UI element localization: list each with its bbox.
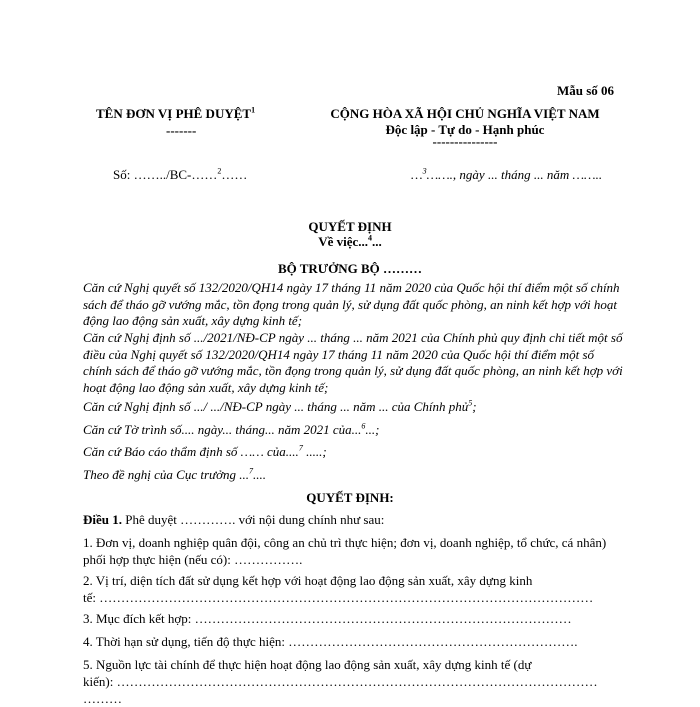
document-number-prefix: Số: ……../BC-……: [113, 167, 218, 182]
legal-basis-government-decree-text: Căn cứ Nghị định số .../ .../NĐ-CP ngày ... tháng ... năm ... của Chính phủ: [83, 399, 469, 414]
footnote-ref-5: 5: [468, 398, 473, 408]
legal-basis-decree: Căn cứ Nghị định số .../2021/NĐ-CP ngày ... tháng ... năm 2021 của Chính phủ quy định chi tiết một số điều của Nghị quyết số 132/2020/QH14 ngày 17 tháng 11 năm 2020 của Quốc hội thí điểm một số chính sách để tháo gỡ vướng mắc, tồn đọng trong quản lý, sử dụng đất quốc phòng, an ninh kết hợp với hoạt động lao động sản xuất, xây dựng kinh tế;: [83, 330, 623, 395]
legal-basis-government-decree-end: ;: [472, 399, 477, 414]
place-date-prefix: …: [411, 167, 423, 182]
document-subject-suffix: ...: [372, 234, 382, 249]
nation-title: CỘNG HÒA XÃ HỘI CHỦ NGHĨA VIỆT NAM: [330, 106, 600, 121]
place-date: [411, 167, 602, 183]
document-number-suffix: ……: [221, 167, 248, 182]
place-date-suffix: ……., ngày ... tháng ... năm ……..: [426, 167, 603, 182]
org-divider: -------: [166, 123, 197, 138]
legal-basis-resolution: Căn cứ Nghị quyết số 132/2020/QH14 ngày 17 tháng 11 năm 2020 của Quốc hội thí điểm một số chính sách để tháo gỡ vướng mắc, tồn đọng trong quản lý, sử dụng đất quốc phòng, an ninh kết hợp với hoạt động lao động sản xuất, xây dựng kinh tế;: [83, 280, 620, 328]
item-purpose: 3. Mục đích kết hợp: ……………………………………………………………………………: [83, 611, 572, 626]
article-1-label: Điều 1.: [83, 512, 122, 527]
decision-heading: QUYẾT ĐỊNH:: [306, 490, 394, 505]
legal-basis-submission: [83, 422, 623, 439]
legal-basis-proposal-text: Theo đề nghị của Cục trưởng ...: [83, 467, 250, 482]
document-subject-prefix: Về việc...: [318, 234, 369, 249]
item-location-area: [83, 572, 623, 606]
footnote-ref-4: 4: [368, 233, 373, 243]
org-name: [96, 106, 255, 122]
item-financial-resources-line2: kiến): …………………………………………………………………………………………………: [83, 674, 598, 689]
item-duration-schedule: 4. Thời hạn sử dụng, tiến độ thực hiện: ………………………………………………………….: [83, 634, 578, 649]
legal-basis-proposal: [83, 467, 623, 484]
document-subject: [200, 234, 500, 250]
footnote-ref-3: 3: [422, 166, 427, 176]
item-financial-resources-line1: 5. Nguồn lực tài chính để thực hiện hoạt động lao động sản xuất, xây dựng kinh tế (dự: [83, 657, 532, 672]
item-financial-resources: [83, 656, 623, 707]
item-location-area-line2: tế: ……………………………………………………………………………………………………: [83, 590, 594, 605]
legal-basis-appraisal-report: [83, 444, 623, 461]
legal-basis-appraisal-report-end: .....;: [302, 444, 327, 459]
legal-basis-submission-end: ...;: [365, 422, 380, 437]
item-implementing-units: 1. Đơn vị, doanh nghiệp quân đội, công an chủ trì thực hiện; đơn vị, doanh nghiệp, tổ chức, cá nhân) phối hợp thực hiện (nếu có): …………….: [83, 535, 607, 567]
legal-basis-appraisal-report-text: Căn cứ Báo cáo thẩm định số …… của....: [83, 444, 299, 459]
document-title: QUYẾT ĐỊNH: [308, 219, 392, 234]
org-name-text: TÊN ĐƠN VỊ PHÊ DUYỆT: [96, 106, 252, 121]
article-1: [83, 511, 623, 528]
legal-basis-submission-text: Căn cứ Tờ trình số.... ngày... tháng... năm 2021 của...: [83, 422, 362, 437]
footnote-ref-7a: 7: [298, 443, 303, 453]
footnote-ref-1: 1: [251, 105, 256, 115]
legal-basis-government-decree: [83, 399, 623, 416]
item-financial-resources-line3: ………: [83, 691, 122, 706]
motto: Độc lập - Tự do - Hạnh phúc: [385, 122, 545, 137]
document-number: [113, 167, 247, 183]
item-location-area-line1: 2. Vị trí, diện tích đất sử dụng kết hợp với hoạt động lao động sản xuất, xây dựng kinh: [83, 573, 533, 588]
motto-divider: ---------------: [432, 134, 498, 149]
issuing-authority: BỘ TRƯỞNG BỘ ………: [277, 261, 423, 276]
form-number: Mẫu số 06: [557, 83, 615, 98]
footnote-ref-6: 6: [361, 421, 366, 431]
legal-basis-proposal-end: ....: [253, 467, 267, 482]
footnote-ref-7b: 7: [249, 466, 254, 476]
article-1-text: Phê duyệt …………. với nội dung chính như sau:: [122, 512, 385, 527]
footnote-ref-2: 2: [217, 166, 222, 176]
